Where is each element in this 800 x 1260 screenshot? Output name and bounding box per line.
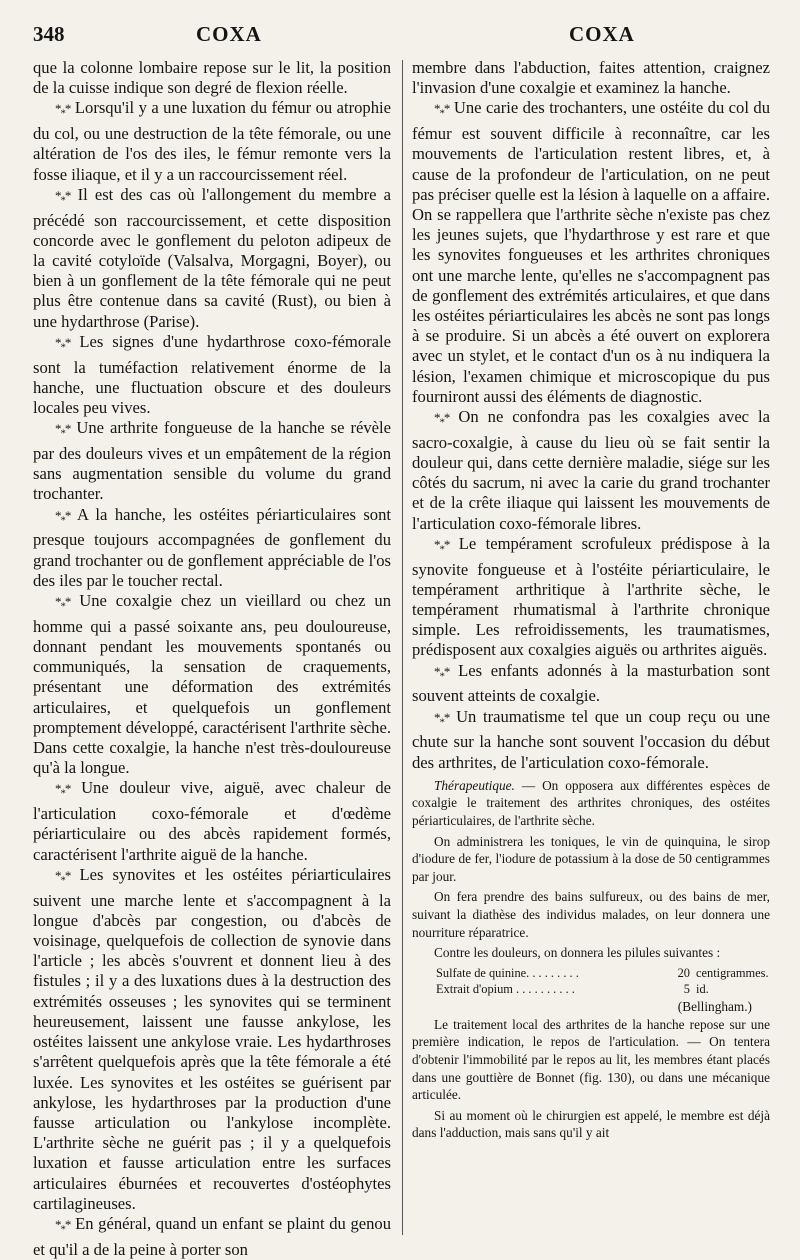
asterism-glyph: $*_**$ (55, 334, 71, 354)
paragraph-text: Une carie des trochanters, une ostéite du col du fémur est souvent difficile à reconnaître, car les mouvements de l'articulation restent libres, et, à cause de la profondeur de l'articulation, on ne peut pas préciser quelle est la lésion à laquelle on a affaire. On se rappellera que l'arthrite sèche n'existe pas chez les jeunes sujets, que l'hydarthrose y est rare et que les synovites fongueuses et les arthrites chroniques ont une marche lente, qu'elles ne s'accompagnent pas de gonflement des extrémités articulaires, et que dans les ostéites périarticulaires les abcès ne sont pas longs à se produire. Si un abcès a été ouvert on explorera avec un stylet, et le contact d'un os à nu indiquera la lésion, l'examen chimique et microscopique du pus fourniront aussi des éléments de diagnostic. (412, 98, 770, 406)
asterism-glyph: $*_**$ (55, 594, 71, 613)
therapeutics-paragraph: Si au moment où le chirurgien est appelé, le membre est déjà dans l'adduction, mais sans qu'il y ait (412, 1107, 770, 1141)
running-head-left: COXA (196, 22, 262, 46)
therapeutics-paragraph: On administrera les toniques, le vin de quinquina, le sirop d'iodure de fer, l'iodure de potassium à la dose de 50 centigrammes par jour. (412, 833, 770, 884)
paragraph-text: Il est des cas où l'allongement du membre a précédé son raccourcissement, et cette disposition concorde avec le gonflement du peloton adipeux de la cavité cotyloïde (Valsalva, Morgagni, Boyer), ou bien à un gonflement de la tête fémorale qui ne peut plus être contenue dans sa cavité (Rust), ou bien à une hydarthrose (Parise). (33, 184, 392, 331)
paragraph-text: Une arthrite fongueuse de la hanche se révèle par des douleurs vives et un empâtement de la région sans augmentation sensible du volume du grand trochanter. (33, 418, 391, 504)
prescription-unit: centigrammes. (696, 965, 769, 980)
therapeutics-paragraph (412, 777, 770, 830)
asterism-glyph: $*_**$ (55, 187, 71, 207)
prescription-row (436, 965, 770, 982)
attribution: (Bellingham.) (677, 998, 752, 1014)
paragraph-text: Les synovites et les ostéites périarticulaires suivent une marche lente et s'accompagnent à la longue d'abcès par congestion, ou d'abcès de voisinage, quelquefois de collection de synovie dans l'article ; les abcès s'ouvrent et donnent lieu à des fistules ; il y a des luxations dues à la destruction des extrémités osseuses ; les synovites qui se terminent heureusement, laissent une fausse ankylose, les ostéites laissent une ankylose vraie. Les hydarthroses s'arrêtent quelquefois après que la tête fémorale a été luxée. Les synovites et les ostéites se guérisent par ankylose, les hydarthroses par la production d'une fausse articulation ou l'ankylose incomplète. L'arthrite sèche ne guérit pas ; il y a quelquefois luxation et fausse articulation entre les surfaces articulaires éburnées et recouvertes d'ostéophytes cartilagineuses. (33, 864, 391, 1213)
prescription-row (436, 981, 770, 998)
prescription-quantity: 20 (677, 965, 690, 980)
asterism-glyph: $*_**$ (55, 101, 71, 120)
prescription-unit: id. (696, 982, 709, 997)
paragraph: que la colonne lombaire repose sur le lit, la position de la cuisse indique son degré de flexion réelle. (33, 58, 391, 98)
asterism-glyph: $*_**$ (55, 1216, 71, 1236)
paragraph (412, 534, 770, 661)
prescription-ingredient: Sulfate de quinine. . . . . . . . . (436, 965, 579, 980)
paragraph (33, 505, 391, 591)
paragraph (412, 661, 770, 707)
paragraph (33, 332, 391, 418)
therapeutics-paragraph: Le traitement local des arthrites de la hanche repose sur une première indication, le repos de l'articulation. — On tentera d'obtenir l'immobilité par le repos au lit, les membres étant placés dans une gouttière de Bonnet (fig. 130), ou dans une mécanique articulée. (412, 1016, 770, 1103)
prescription-quantity: 5 (683, 982, 690, 997)
paragraph: membre dans l'abduction, faites attention, craignez l'invasion d'une coxalgie et examinez la hanche. (412, 58, 770, 98)
paragraph (33, 591, 391, 778)
paragraph-text: Les enfants adonnés à la masturbation sont souvent atteints de coxalgie. (412, 660, 770, 706)
paragraph (33, 778, 391, 864)
asterism-glyph: $*_**$ (434, 663, 450, 683)
paragraph-text: Un traumatisme tel que un coup reçu ou une chute sur la hanche sont souvent l'occasion du début des arthrites, de l'articulation coxo-fémorale. (412, 706, 770, 772)
paragraph (33, 865, 391, 1214)
asterism-glyph: $*_**$ (434, 410, 450, 429)
running-head-right: COXA (569, 22, 635, 46)
asterism-glyph: $*_**$ (434, 101, 450, 120)
prescription-ingredient: Extrait d'opium . . . . . . . . . . (436, 982, 575, 997)
paragraph-text: A la hanche, les ostéites périarticulaires sont presque toujours accompagnées de gonflement du grand trochanter ou de gonflement appréciable de l'os des iles par le toucher rectal. (33, 504, 391, 590)
paragraph-text: Une coxalgie chez un vieillard ou chez un homme qui a passé soixante ans, peu douloureuse, donnant pendant les mouvements spontanés ou communiqués, la sensation de craquements, présentant une déformation des extrémités articulaires, et quelquefois un gonflement promptement développé, caractérisent l'arthrite sèche. Dans cette coxalgie, la hanche n'est très-douloureuse qu'à la longue. (33, 591, 391, 778)
paragraph-text: On ne confondra pas les coxalgies avec la sacro-coxalgie, à cause du lieu où se fait sentir la douleur qui, dans cette dernière maladie, siége sur les côtés du sacrum, ni avec la carie du grand trochanter et de la crête iliaque qui laissent les mouvements de l'articulation coxo-fémorale libres. (412, 407, 770, 533)
paragraph (412, 407, 770, 534)
paragraph-text: Une douleur vive, aiguë, avec chaleur de l'articulation coxo-fémorale et d'œdème périarticulaire ou des abcès rapidement formés, caractérisent l'arthrite aiguë de la hanche. (33, 778, 391, 864)
asterism-glyph: $*_**$ (55, 421, 71, 440)
paragraph-text: Le tempérament scrofuleux prédispose à la synovite fongueuse et à l'ostéite périarticulaire, le tempérament arthritique à l'arthrite sèche, le tempérament rhumatismal à l'arthrite chronique simple. Les refroidissements, les traumatismes, prédisposent aux coxalgies aiguës ou arthrites aiguës. (412, 533, 770, 660)
paragraph-text: Lorsqu'il y a une luxation du fémur ou atrophie du col, ou une destruction de la tête fémorale, ou une altération de l'os des iles, le fémur remonte vers la fosse iliaque, et il y a un raccourcissement réel. (33, 98, 391, 184)
therapeutics-heading: Thérapeutique. (434, 777, 515, 793)
paragraph-text: Les signes d'une hydarthrose coxo-fémorale sont la tuméfaction relativement énorme de la hanche, une fluctuation obscure et des douleurs locales peu vives. (33, 331, 391, 418)
page-header (0, 20, 800, 54)
page-number: 348 (33, 22, 65, 46)
paragraph (412, 98, 770, 407)
therapeutics-intro: — On opposera aux différentes espèces de coxalgie le traitement des arthrites chroniques, des ostéites périarticulaires, de l'arthrite sèche. (412, 777, 770, 829)
paragraph (33, 98, 391, 184)
therapeutics-paragraph: On fera prendre des bains sulfureux, ou des bains de mer, suivant la diathèse des individus malades, on leur donnera une nourriture réparatrice. (412, 889, 770, 940)
paragraph (33, 185, 391, 332)
prescription (436, 965, 770, 998)
asterism-glyph: $*_**$ (434, 709, 450, 729)
left-column (33, 58, 391, 1260)
asterism-glyph: $*_**$ (55, 781, 71, 801)
asterism-glyph: $*_**$ (55, 507, 71, 527)
right-column (412, 58, 770, 1142)
paragraph (33, 418, 391, 504)
therapeutics-section (412, 777, 770, 1142)
therapeutics-paragraph: Contre les douleurs, on donnera les pilules suivantes : (434, 945, 721, 961)
asterism-glyph: $*_**$ (434, 536, 450, 556)
paragraph (412, 707, 770, 773)
asterism-glyph: $*_**$ (55, 867, 71, 887)
column-divider (402, 60, 403, 1235)
paragraph-text: En général, quand un enfant se plaint du genou et qu'il a de la peine à porter son (33, 1213, 391, 1259)
paragraph (33, 1214, 391, 1260)
